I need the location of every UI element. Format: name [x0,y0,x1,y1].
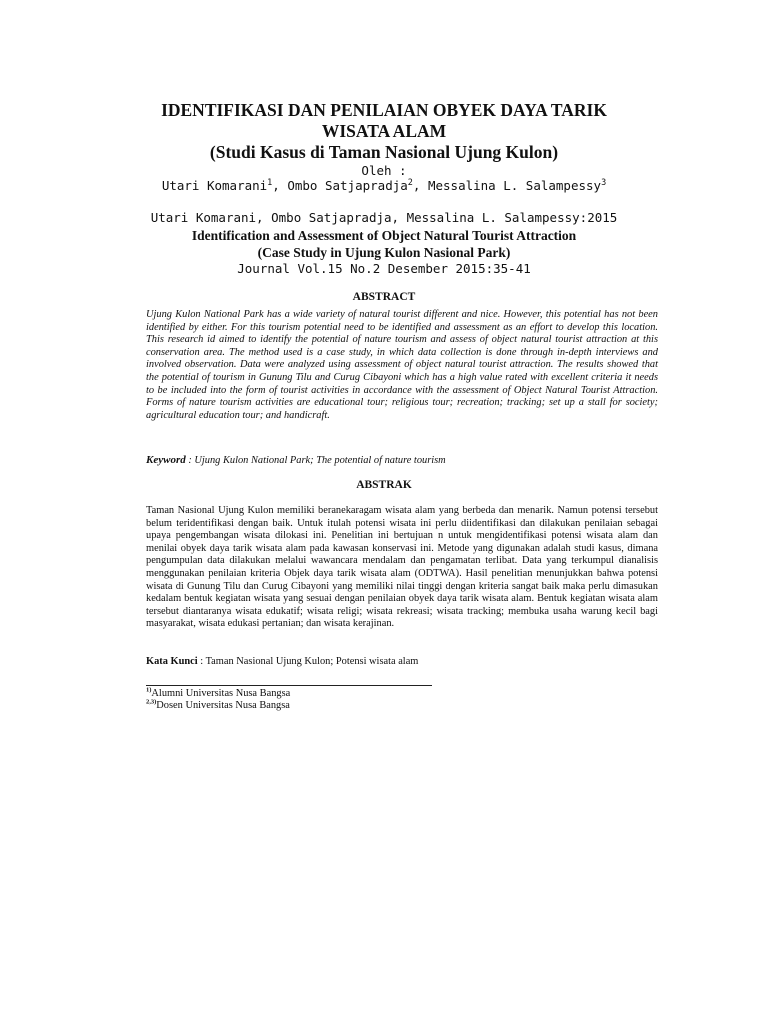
keyword-line [146,454,658,467]
footnote-divider [146,685,432,686]
paper-title-line-1: IDENTIFIKASI DAN PENILAIAN OBYEK DAYA TARIK [161,100,607,120]
footnote-2 [146,700,646,712]
paper-title-line-2: WISATA ALAM [321,121,447,141]
abstrak-body: Taman Nasional Ujung Kulon memiliki beranekaragam wisata alam yang berbeda dan menarik. Namun potensi tersebut belum teridentifikasi dengan baik. Untuk itulah potensi wisata ini perlu diidentifikasi dan dilakukan penilaian sebagai upaya pengembangan wisata dilokasi ini. Penelitian ini bertujuan n untuk mengidentifikasi potensi wisata alam dan menilai obyek daya tarik wisata alam pada kawasan konservasi ini. Metode yang digunakan adalah studi kasus, dimana pengumpulan data dilakukan melalui wawancara mendalam dan pengamatan terlibat. Data yang terkumpul dianalisis menggunakan penilaian kriteria Objek daya tarik wisata alam (ODTWA). Hasil penelitian menunjukkan bahwa potensi wisata di Gunung Tilu dan Curug Cibayoni yang memiliki nilai tinggi dengan kriteria sangat baik maka perlu dimasukan kedalam bentuk kegiatan wisata yang sesuai dengan penilaian obyek daya tarik wisata alam. Bentuk kegiatan wisata alam tersebut diantaranya wisata edukatif; wisata religi; wisata rekreasi; wisata tracking; membuka usaha warung kecil bagi masyarakat, wisata edukasi pertanian; dan wisata kerajinan. [146,505,658,630]
abstract-heading: ABSTRACT [352,291,416,303]
keyword-value: : Ujung Kulon National Park; The potential of nature tourism [185,455,446,466]
english-subtitle: (Case Study in Ujung Kulon Nasional Park) [257,245,511,260]
kata-kunci-value: : Taman Nasional Ujung Kulon; Potensi wisata alam [197,656,419,667]
footnote-2-text: Dosen Universitas Nusa Bangsa [156,700,290,711]
english-title: Identification and Assessment of Object Natural Tourist Attraction [191,228,577,243]
footnote-2-marker: 2,3) [146,698,157,706]
footnote-1-text: Alumni Universitas Nusa Bangsa [151,688,291,699]
author-3: Messalina L. Salampessy [427,178,602,193]
footnote-1 [146,688,646,700]
journal-reference: Journal Vol.15 No.2 Desember 2015:35-41 [237,261,531,276]
author-3-affiliation-marker: 3 [601,177,607,188]
citation-authors-year: Utari Komarani, Ombo Satjapradja, Messalina L. Salampessy:2015 [150,210,618,225]
abstrak-heading: ABSTRAK [356,479,412,491]
abstract-body: Ujung Kulon National Park has a wide variety of natural tourist different and nice. However, this potential has not been identified by either. For this tourism potential need to be identified and assessment as an effort to develop this location. This research id aimed to identify the potential of nature tourism and assess of object natural tourist attraction at this conservation area. The method used is a case study, in which data collection is done through in-depth interviews and involved observation. Data were analyzed using assessment of object natural tourist attraction. The results showed that the potential of tourism in Gunung Tilu and Curug Cibayoni which has a high value rated with excellent criteria it needs to be included into the form of tourist activities in accordance with the assessment of Object Natural Tourist Attraction. Forms of nature tourism activities are educational tour; religious tour; recreation; tracking; set up a stall for society; agricultural education tour; and handicraft. [146,309,658,421]
author-1: Utari Komarani [161,178,268,193]
kata-kunci-line [146,655,658,668]
keyword-label: Keyword [146,454,186,466]
paper-title [110,100,658,142]
footnote-1-marker: 1) [146,686,152,694]
oleh-label: Oleh : [361,163,407,178]
author-list: Utari Komarani$^1$, Ombo Satjapradja$^2$, Messalina L. Salampessy$^3$ [161,177,607,193]
paper-subtitle: (Studi Kasus di Taman Nasional Ujung Kulon) [209,142,559,162]
author-2: Ombo Satjapradja [287,178,408,193]
author-2-affiliation-marker: 2 [407,177,413,188]
author-1-affiliation-marker: 1 [267,177,273,188]
kata-kunci-label: Kata Kunci [146,656,198,667]
